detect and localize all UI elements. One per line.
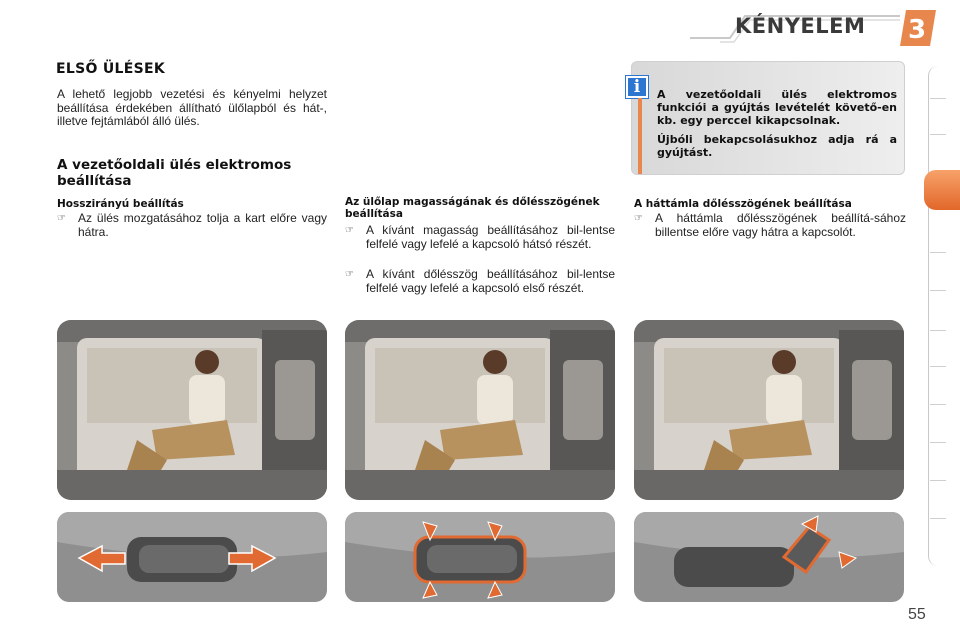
bullet-item: ☞ A kívánt magasság beállításához bil-lentse felfelé vagy lefelé a kapcsoló hátsó részét. [345,223,615,251]
chapter-tab-active[interactable] [924,170,960,210]
bullet-item: ☞ A háttámla dőlésszögének beállítá-sához billentse előre vagy hátra a kapcsolót. [634,211,906,239]
tab-divider [930,330,946,331]
switch-detail-longitudinal [57,512,327,602]
tab-divider [930,134,946,135]
section-title: ELSŐ ÜLÉSEK [56,61,165,77]
column-heading-backrest: A háttámla dőlésszögének beállítása [634,198,852,210]
chapter-number: 3 [907,15,927,45]
seat-photo-backrest [634,320,904,500]
info-icon: i [626,76,648,98]
tab-divider [930,480,946,481]
chapter-title: KÉNYELEM [735,14,866,38]
intro-paragraph: A lehető legjobb vezetési és kényelmi helyzet beállítása érdekében állítható ülőlapból és hát-, illetve fejtámlából álló ülés. [57,87,327,128]
hand-pointer-icon: ☞ [345,225,354,236]
hand-pointer-icon: ☞ [57,213,66,224]
subsection-heading: A vezetőoldali ülés elektromos beállítása [57,157,292,189]
hand-pointer-icon: ☞ [634,213,643,224]
hand-pointer-icon: ☞ [345,269,354,280]
tab-divider [930,442,946,443]
tab-divider [930,290,946,291]
switch-detail-cushion [345,512,615,602]
tab-divider [930,366,946,367]
column-heading-cushion: Az ülőlap magasságának és dőlésszögének beállítása [345,196,600,220]
seat-photo-cushion [345,320,615,500]
bullet-item: ☞ A kívánt dőlésszög beállításához bil-lentse felfelé vagy lefelé a kapcsoló első részét. [345,267,615,295]
info-accent-bar [638,98,642,174]
tab-divider [930,404,946,405]
page-number: 55 [908,606,926,623]
info-paragraph: Újbóli bekapcsolásukhoz adja rá a gyújtást. [657,133,897,159]
column-heading-longitudinal: Hosszirányú beállítás [57,198,184,210]
switch-detail-backrest [634,512,904,602]
seat-photo-longitudinal [57,320,327,500]
bullet-item: ☞ Az ülés mozgatásához tolja a kart előre vagy hátra. [57,211,327,239]
tab-divider [930,252,946,253]
chapter-tab-rail [928,66,948,566]
tab-divider [930,518,946,519]
info-text [657,88,897,159]
tab-divider [930,98,946,99]
info-paragraph: A vezetőoldali ülés elektromos funkciói a gyújtás levételét követő-en kb. egy perccel kikapcsolnak. [657,88,897,127]
chapter-number-badge [898,8,938,48]
